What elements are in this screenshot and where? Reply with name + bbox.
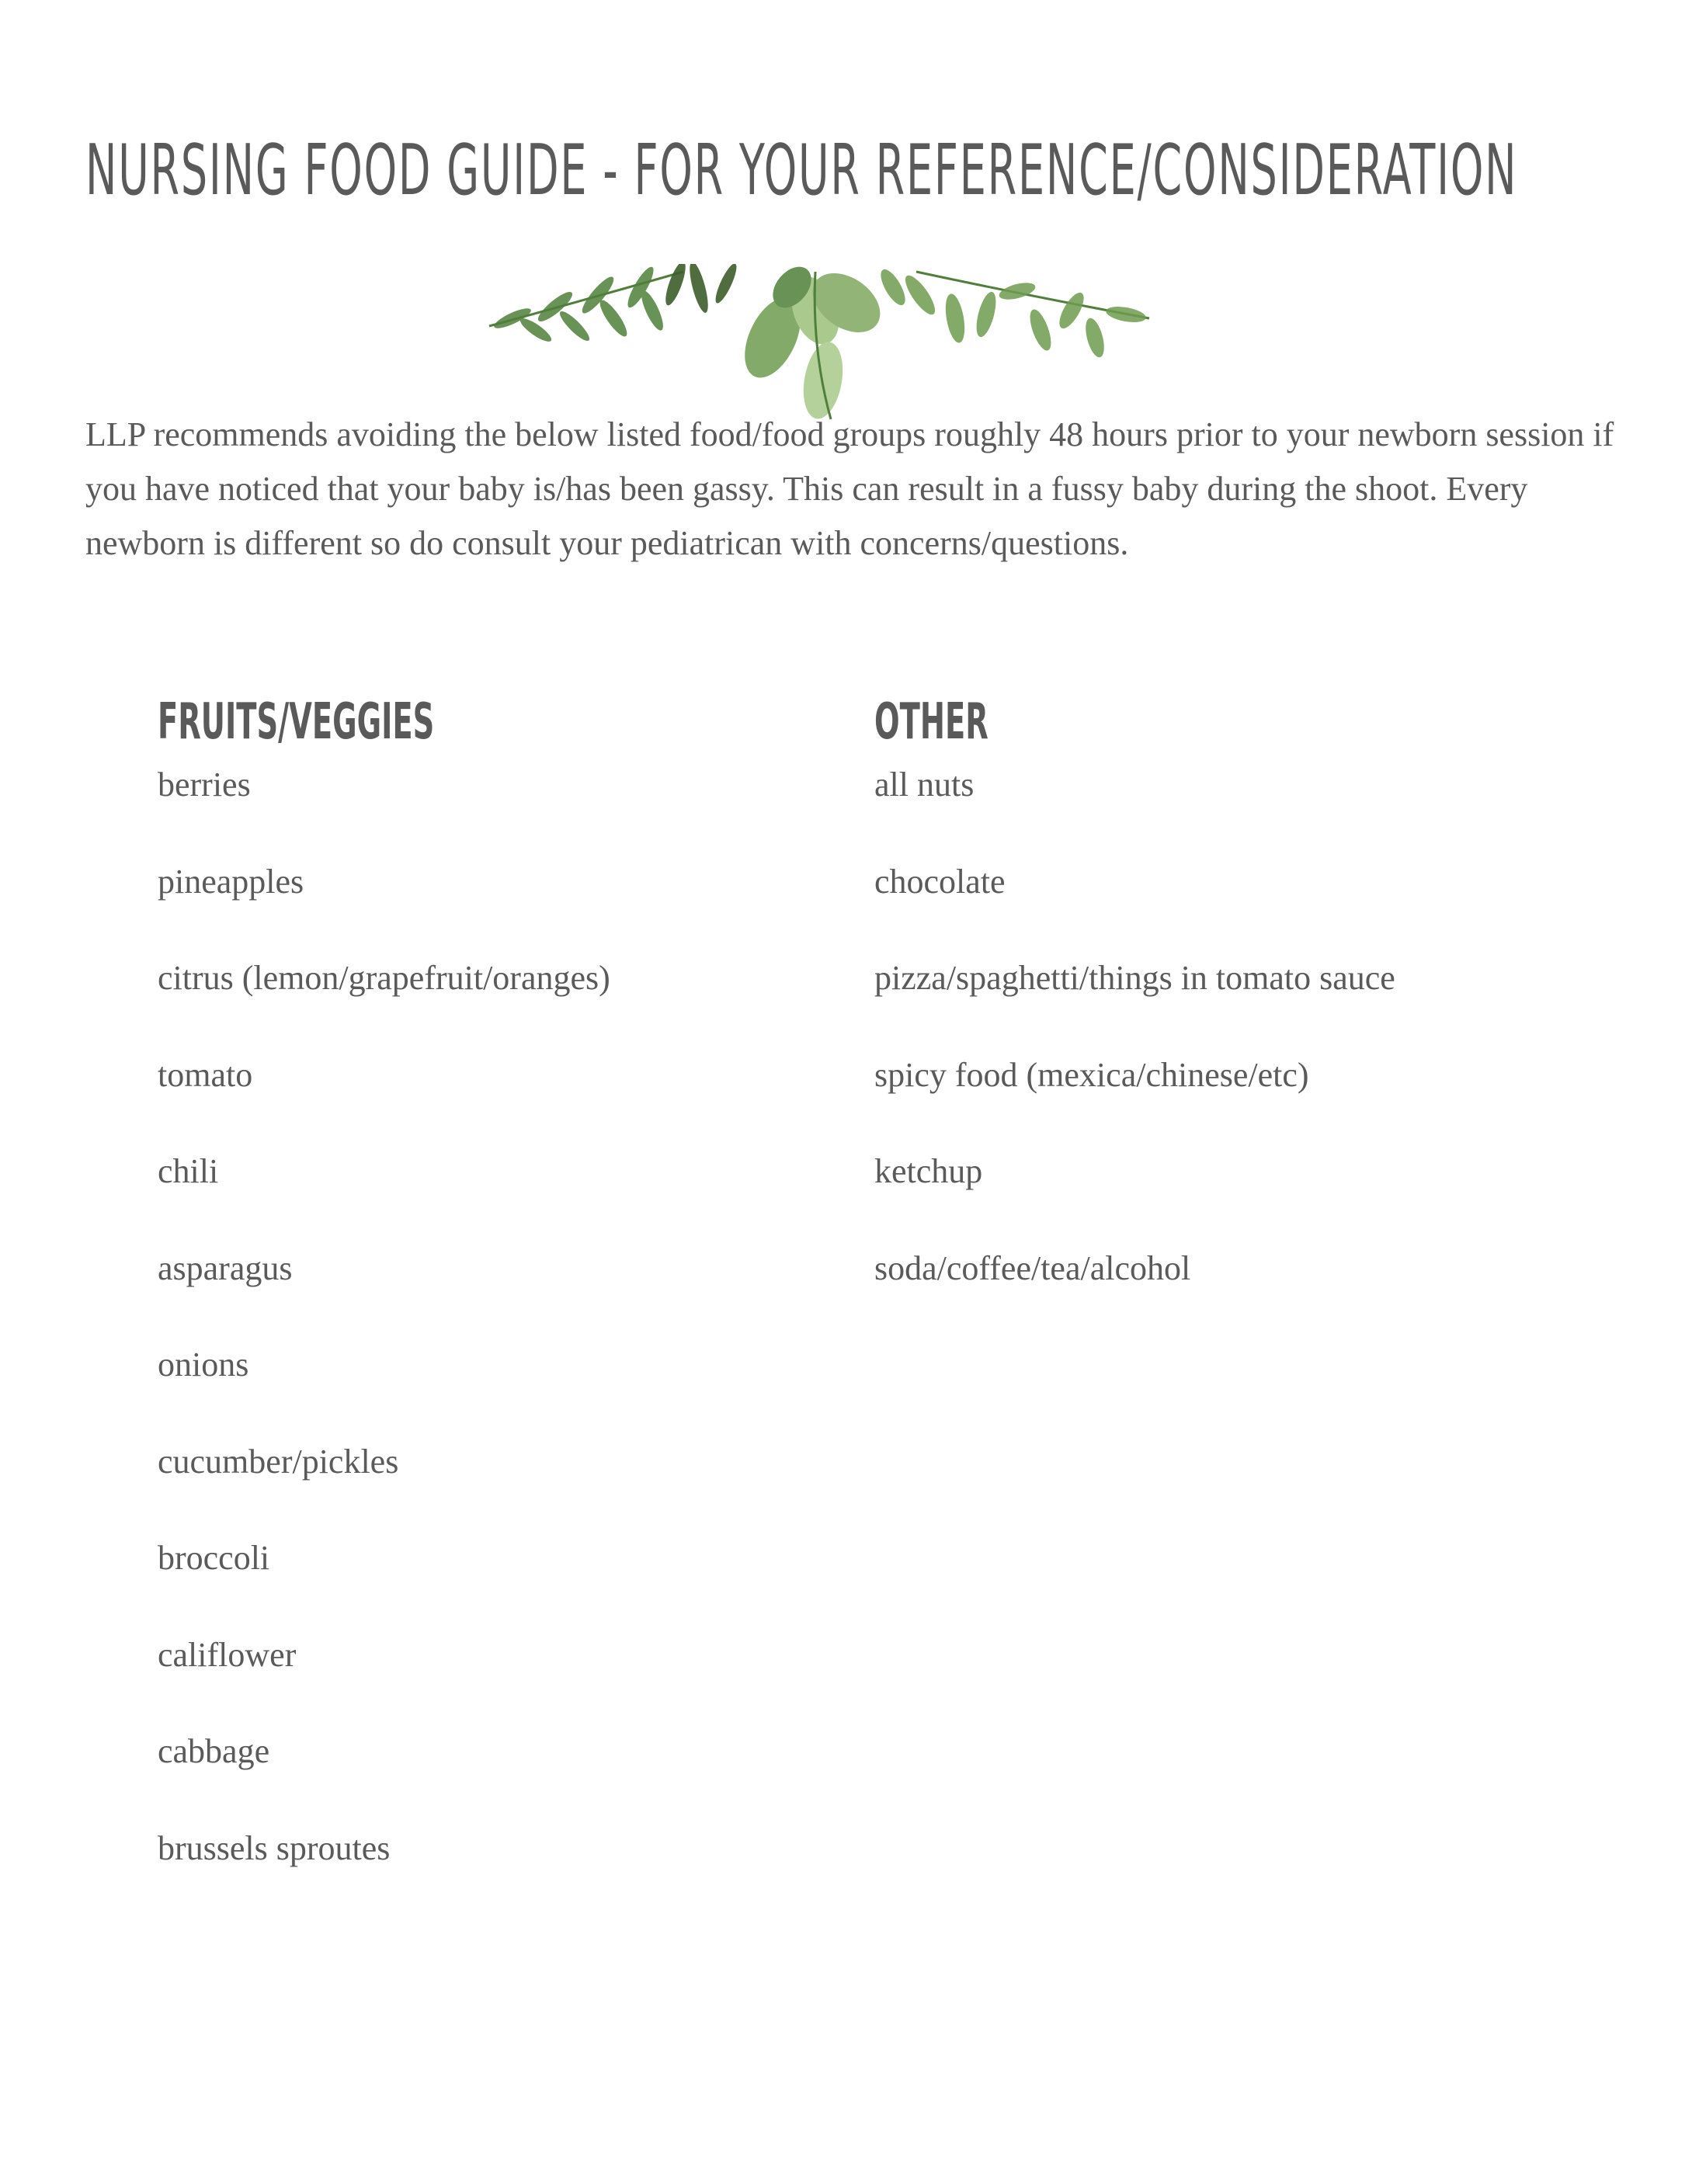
other-heading: OTHER (874, 693, 988, 751)
list-item: onions (158, 1345, 249, 1384)
list-item: broccoli (158, 1539, 270, 1577)
list-item: chili (158, 1152, 219, 1190)
list-item: cabbage (158, 1732, 270, 1770)
list-item: soda/coffee/tea/alcohol (874, 1248, 1191, 1287)
other-column (874, 683, 1620, 1341)
list-item: califlower (158, 1635, 297, 1674)
list-item: cucumber/pickles (158, 1442, 399, 1481)
fruits-veggies-column (158, 683, 825, 1921)
list-item: pizza/spaghetti/things in tomato sauce (874, 959, 1395, 997)
list-item: brussels sproutes (158, 1828, 391, 1867)
list-item: asparagus (158, 1248, 293, 1287)
fruits-veggies-list (158, 761, 825, 1921)
intro-paragraph: LLP recommends avoiding the below listed food/food groups roughly 48 hours prior to your newborn session if you have noticed that your baby is/has been gassy. This can result in a fussy baby during the shoot. Every newborn is different so do consult your pediatrican with concerns/questions. (85, 415, 1614, 562)
list-item: tomato (158, 1055, 253, 1094)
list-item: ketchup (874, 1152, 983, 1190)
list-item: all nuts (874, 766, 975, 804)
fruits-veggies-heading: FRUITS/VEGGIES (158, 693, 435, 751)
list-item: pineapples (158, 862, 304, 901)
list-item: citrus (lemon/grapefruit/oranges) (158, 959, 610, 997)
list-item: spicy food (mexica/chinese/etc) (874, 1055, 1309, 1094)
other-list (874, 761, 1620, 1341)
list-item: berries (158, 766, 251, 804)
page-title: NURSING FOOD GUIDE - FOR YOUR REFERENCE/CONSIDERATION (85, 130, 1518, 211)
list-item: chocolate (874, 862, 1006, 901)
